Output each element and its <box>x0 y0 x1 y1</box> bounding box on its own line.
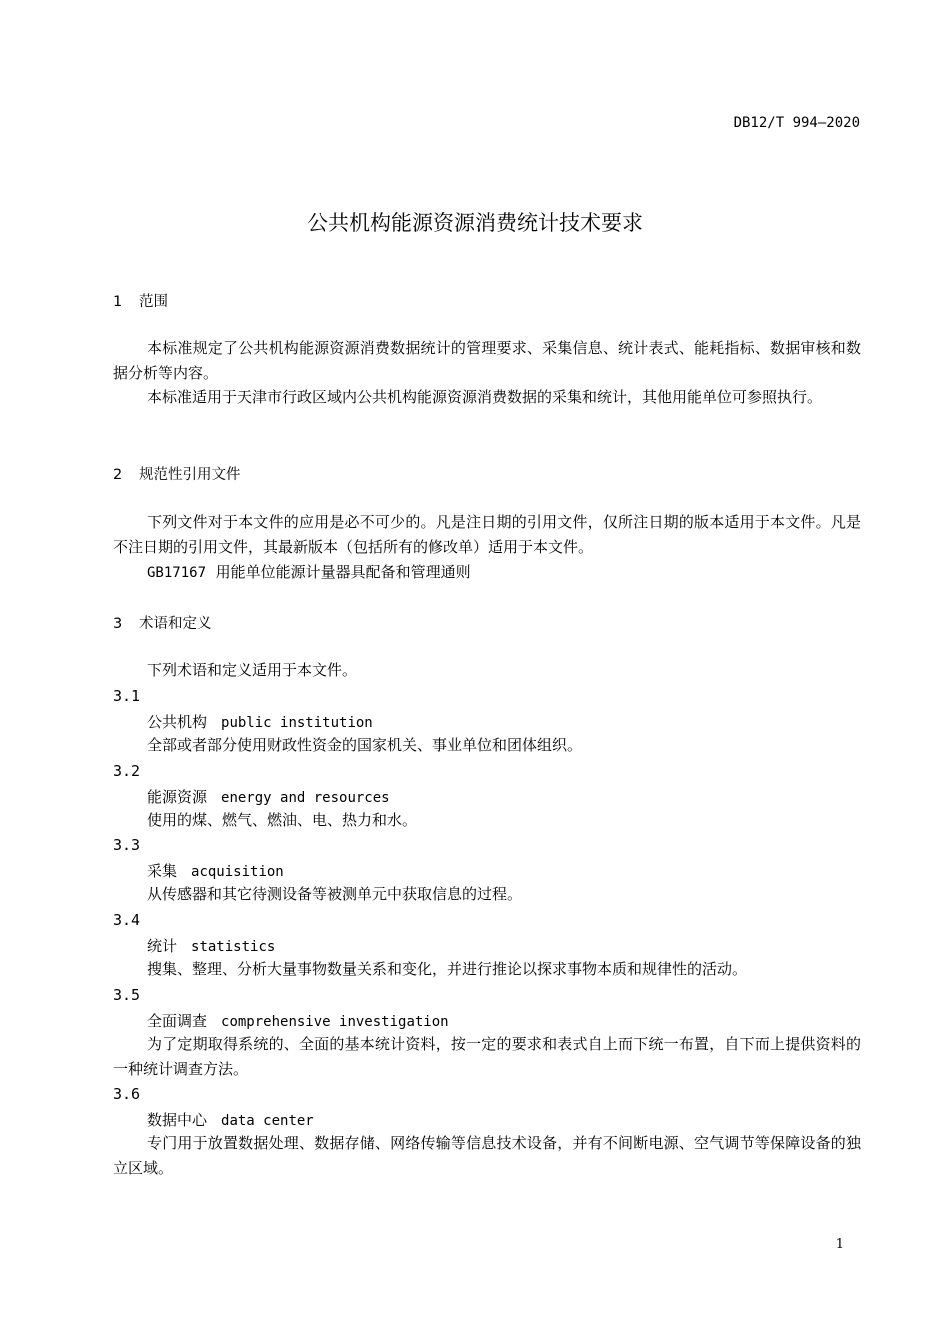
term-definition: 全部或者部分使用财政性资金的国家机关、事业单位和团体组织。 <box>147 736 583 754</box>
document-title: 公共机构能源资源消费统计技术要求 <box>307 211 643 235</box>
term-number: 3.1 <box>113 687 141 705</box>
term-number: 3.3 <box>113 836 141 854</box>
reference-code: GB17167 <box>147 565 207 581</box>
section-title: 术语和定义 <box>139 616 212 632</box>
standard-code: DB12/T 994—2020 <box>733 115 860 131</box>
term-definition: 搜集、整理、分析大量事物数量关系和变化，并进行推论以探求事物本质和规律性的活动。 <box>147 960 748 978</box>
terms-intro: 下列术语和定义适用于本文件。 <box>147 661 358 679</box>
section-heading-3 <box>113 612 212 633</box>
term-name-cn: 全面调查 <box>147 1012 208 1030</box>
term-definition: 使用的煤、燃气、燃油、电、热力和水。 <box>147 811 418 829</box>
term-number: 3.2 <box>113 762 141 780</box>
term-name-en: acquisition <box>191 864 284 880</box>
section-number: 3 <box>113 616 123 632</box>
term-name-en: data center <box>221 1113 314 1129</box>
term-name-en: statistics <box>191 939 276 955</box>
normative-reference <box>147 560 471 586</box>
term-name-cn: 统计 <box>147 937 178 955</box>
term-name-en: energy and resources <box>221 790 390 806</box>
section-number: 1 <box>113 294 123 310</box>
paragraph: 本标准适用于天津市行政区域内公共机构能源资源消费数据的采集和统计，其他用能单位可参照执行。 <box>147 388 823 406</box>
term-name <box>147 711 373 732</box>
term-number: 3.5 <box>113 986 141 1004</box>
term-definition: 专门用于放置数据处理、数据存储、网络传输等信息技术设备，并有不间断电源、空气调节等保障设备的独立区域。 <box>113 1134 861 1177</box>
term-name-cn: 能源资源 <box>147 788 208 806</box>
term-name <box>147 860 284 881</box>
term-name <box>147 1109 314 1130</box>
reference-title: 用能单位能源计量器具配备和管理通则 <box>215 563 471 581</box>
term-definition: 为了定期取得系统的、全面的基本统计资料，按一定的要求和表式自上而下统一布置，自下而上提供资料的一种统计调查方法。 <box>113 1035 861 1078</box>
section-title: 规范性引用文件 <box>139 467 241 483</box>
term-number: 3.6 <box>113 1085 141 1103</box>
term-name-cn: 公共机构 <box>147 713 208 731</box>
section-heading-2 <box>113 463 241 484</box>
term-name <box>147 935 275 956</box>
term-name-cn: 采集 <box>147 862 178 880</box>
term-name <box>147 1010 449 1031</box>
paragraph: 本标准规定了公共机构能源资源消费数据统计的管理要求、采集信息、统计表式、能耗指标、数据审核和数据分析等内容。 <box>113 339 861 382</box>
term-name <box>147 786 390 807</box>
term-definition: 从传感器和其它待测设备等被测单元中获取信息的过程。 <box>147 885 523 903</box>
section-number: 2 <box>113 467 123 483</box>
section-heading-1 <box>113 290 168 311</box>
term-name-en: public institution <box>221 715 373 731</box>
term-name-en: comprehensive investigation <box>221 1014 449 1030</box>
term-name-cn: 数据中心 <box>147 1111 208 1129</box>
term-number: 3.4 <box>113 911 141 929</box>
page-number: 1 <box>835 1237 844 1252</box>
section-title: 范围 <box>139 294 168 310</box>
paragraph: 下列文件对于本文件的应用是必不可少的。凡是注日期的引用文件，仅所注日期的版本适用于本文件。凡是不注日期的引用文件，其最新版本（包括所有的修改单）适用于本文件。 <box>113 513 861 556</box>
